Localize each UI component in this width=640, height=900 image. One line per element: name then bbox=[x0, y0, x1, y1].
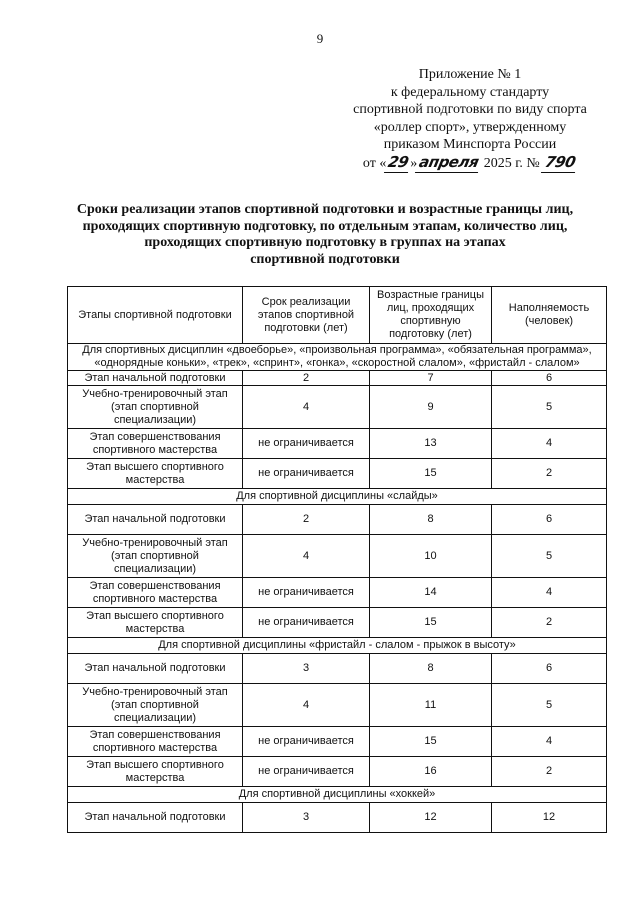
cell-size: 12 bbox=[492, 803, 607, 833]
cell-size: 6 bbox=[492, 654, 607, 684]
cell-term: 3 bbox=[243, 654, 370, 684]
cell-age: 14 bbox=[370, 578, 492, 608]
cell-age: 12 bbox=[370, 803, 492, 833]
cell-term: не ограничивается bbox=[243, 608, 370, 638]
date-year: 2025 г. № bbox=[483, 155, 540, 171]
cell-stage: Этап высшего спортивного мастерства bbox=[68, 757, 243, 787]
date-prefix: от « bbox=[362, 155, 387, 171]
cell-size: 6 bbox=[492, 371, 607, 386]
cell-term: 4 bbox=[243, 535, 370, 578]
section-title: Для спортивной дисциплины «слайды» bbox=[68, 489, 607, 505]
cell-term: не ограничивается bbox=[243, 429, 370, 459]
cell-stage: Этап высшего спортивного мастерства bbox=[68, 459, 243, 489]
cell-term: 4 bbox=[243, 386, 370, 429]
section-row bbox=[68, 638, 607, 654]
title-line: спортивной подготовки bbox=[250, 251, 400, 267]
cell-stage: Учебно-тренировочный этап (этап спортивной специализации) bbox=[68, 386, 243, 429]
title-line: Сроки реализации этапов спортивной подготовки и возрастные границы лиц, bbox=[76, 202, 574, 217]
cell-stage: Этап совершенствования спортивного мастерства bbox=[68, 727, 243, 757]
cell-size: 5 bbox=[492, 684, 607, 727]
handwritten-month: апреля bbox=[415, 154, 482, 173]
section-title: Для спортивной дисциплины «фристайл - слалом - прыжок в высоту» bbox=[68, 638, 607, 654]
section-row bbox=[68, 344, 607, 371]
document-title bbox=[60, 202, 590, 268]
header-group-size: Наполняемость (человек) bbox=[492, 287, 607, 344]
date-mid: » bbox=[410, 155, 418, 171]
cell-term: 2 bbox=[243, 505, 370, 535]
title-line: проходящих спортивную подготовку, по отдельным этапам, количество лиц, bbox=[82, 218, 568, 234]
cell-age: 10 bbox=[370, 535, 492, 578]
cell-age: 7 bbox=[370, 371, 492, 386]
cell-age: 13 bbox=[370, 429, 492, 459]
appendix-line: спортивной подготовки по виду спорта bbox=[353, 102, 587, 117]
page-number: 9 bbox=[316, 31, 324, 46]
table-row bbox=[68, 803, 607, 833]
table-row bbox=[68, 684, 607, 727]
table-row bbox=[68, 608, 607, 638]
cell-stage: Этап начальной подготовки bbox=[68, 803, 243, 833]
cell-stage: Этап совершенствования спортивного мастерства bbox=[68, 429, 243, 459]
table-header-row bbox=[68, 287, 607, 344]
cell-stage: Этап начальной подготовки bbox=[68, 654, 243, 684]
cell-stage: Этап высшего спортивного мастерства bbox=[68, 608, 243, 638]
cell-size: 2 bbox=[492, 757, 607, 787]
cell-age: 9 bbox=[370, 386, 492, 429]
cell-size: 2 bbox=[492, 608, 607, 638]
cell-term: не ограничивается bbox=[243, 459, 370, 489]
handwritten-order-number: 790 bbox=[541, 154, 579, 173]
cell-age: 15 bbox=[370, 459, 492, 489]
cell-term: 2 bbox=[243, 371, 370, 386]
cell-term: не ограничивается bbox=[243, 757, 370, 787]
appendix-header bbox=[340, 66, 600, 172]
table-row bbox=[68, 727, 607, 757]
cell-age: 8 bbox=[370, 505, 492, 535]
table-row bbox=[68, 535, 607, 578]
title-line: проходящих спортивную подготовку в группах на этапах bbox=[144, 235, 506, 250]
table-row bbox=[68, 429, 607, 459]
cell-size: 6 bbox=[492, 505, 607, 535]
cell-age: 15 bbox=[370, 727, 492, 757]
appendix-line: Приложение № 1 bbox=[418, 67, 522, 82]
cell-size: 5 bbox=[492, 535, 607, 578]
table-row bbox=[68, 578, 607, 608]
header-stage: Этапы спортивной подготовки bbox=[68, 287, 243, 344]
handwritten-day: 29 bbox=[384, 154, 412, 173]
cell-stage: Учебно-тренировочный этап (этап спортивной специализации) bbox=[68, 535, 243, 578]
table-row bbox=[68, 371, 607, 386]
header-term: Срок реализации этапов спортивной подготовки (лет) bbox=[243, 287, 370, 344]
cell-age: 16 bbox=[370, 757, 492, 787]
cell-age: 8 bbox=[370, 654, 492, 684]
table-row bbox=[68, 505, 607, 535]
cell-stage: Этап начальной подготовки bbox=[68, 371, 243, 386]
cell-size: 5 bbox=[492, 386, 607, 429]
cell-stage: Этап начальной подготовки bbox=[68, 505, 243, 535]
cell-age: 15 bbox=[370, 608, 492, 638]
cell-age: 11 bbox=[370, 684, 492, 727]
cell-size: 2 bbox=[492, 459, 607, 489]
cell-term: 4 bbox=[243, 684, 370, 727]
cell-term: не ограничивается bbox=[243, 727, 370, 757]
appendix-line: к федеральному стандарту bbox=[390, 84, 550, 100]
table-row bbox=[68, 459, 607, 489]
section-title: Для спортивных дисциплин «двоеборье», «произвольная программа», «обязательная программа», «однорядные коньки», «трек», «спринт», «гонка», «скоростной слалом», «фристайл - слалом» bbox=[68, 344, 607, 371]
cell-size: 4 bbox=[492, 578, 607, 608]
header-age: Возрастные границы лиц, проходящих спортивную подготовку (лет) bbox=[370, 287, 492, 344]
section-title: Для спортивной дисциплины «хоккей» bbox=[68, 787, 607, 803]
table-row bbox=[68, 386, 607, 429]
cell-size: 4 bbox=[492, 429, 607, 459]
table-row bbox=[68, 757, 607, 787]
appendix-line: приказом Минспорта России bbox=[383, 137, 557, 152]
cell-size: 4 bbox=[492, 727, 607, 757]
order-date-line bbox=[340, 154, 600, 173]
cell-term: 3 bbox=[243, 803, 370, 833]
training-stages-table bbox=[67, 286, 607, 833]
cell-term: не ограничивается bbox=[243, 578, 370, 608]
appendix-line: «роллер спорт», утвержденному bbox=[373, 119, 567, 135]
table-row bbox=[68, 654, 607, 684]
cell-stage: Учебно-тренировочный этап (этап спортивной специализации) bbox=[68, 684, 243, 727]
section-row bbox=[68, 787, 607, 803]
cell-stage: Этап совершенствования спортивного мастерства bbox=[68, 578, 243, 608]
section-row bbox=[68, 489, 607, 505]
